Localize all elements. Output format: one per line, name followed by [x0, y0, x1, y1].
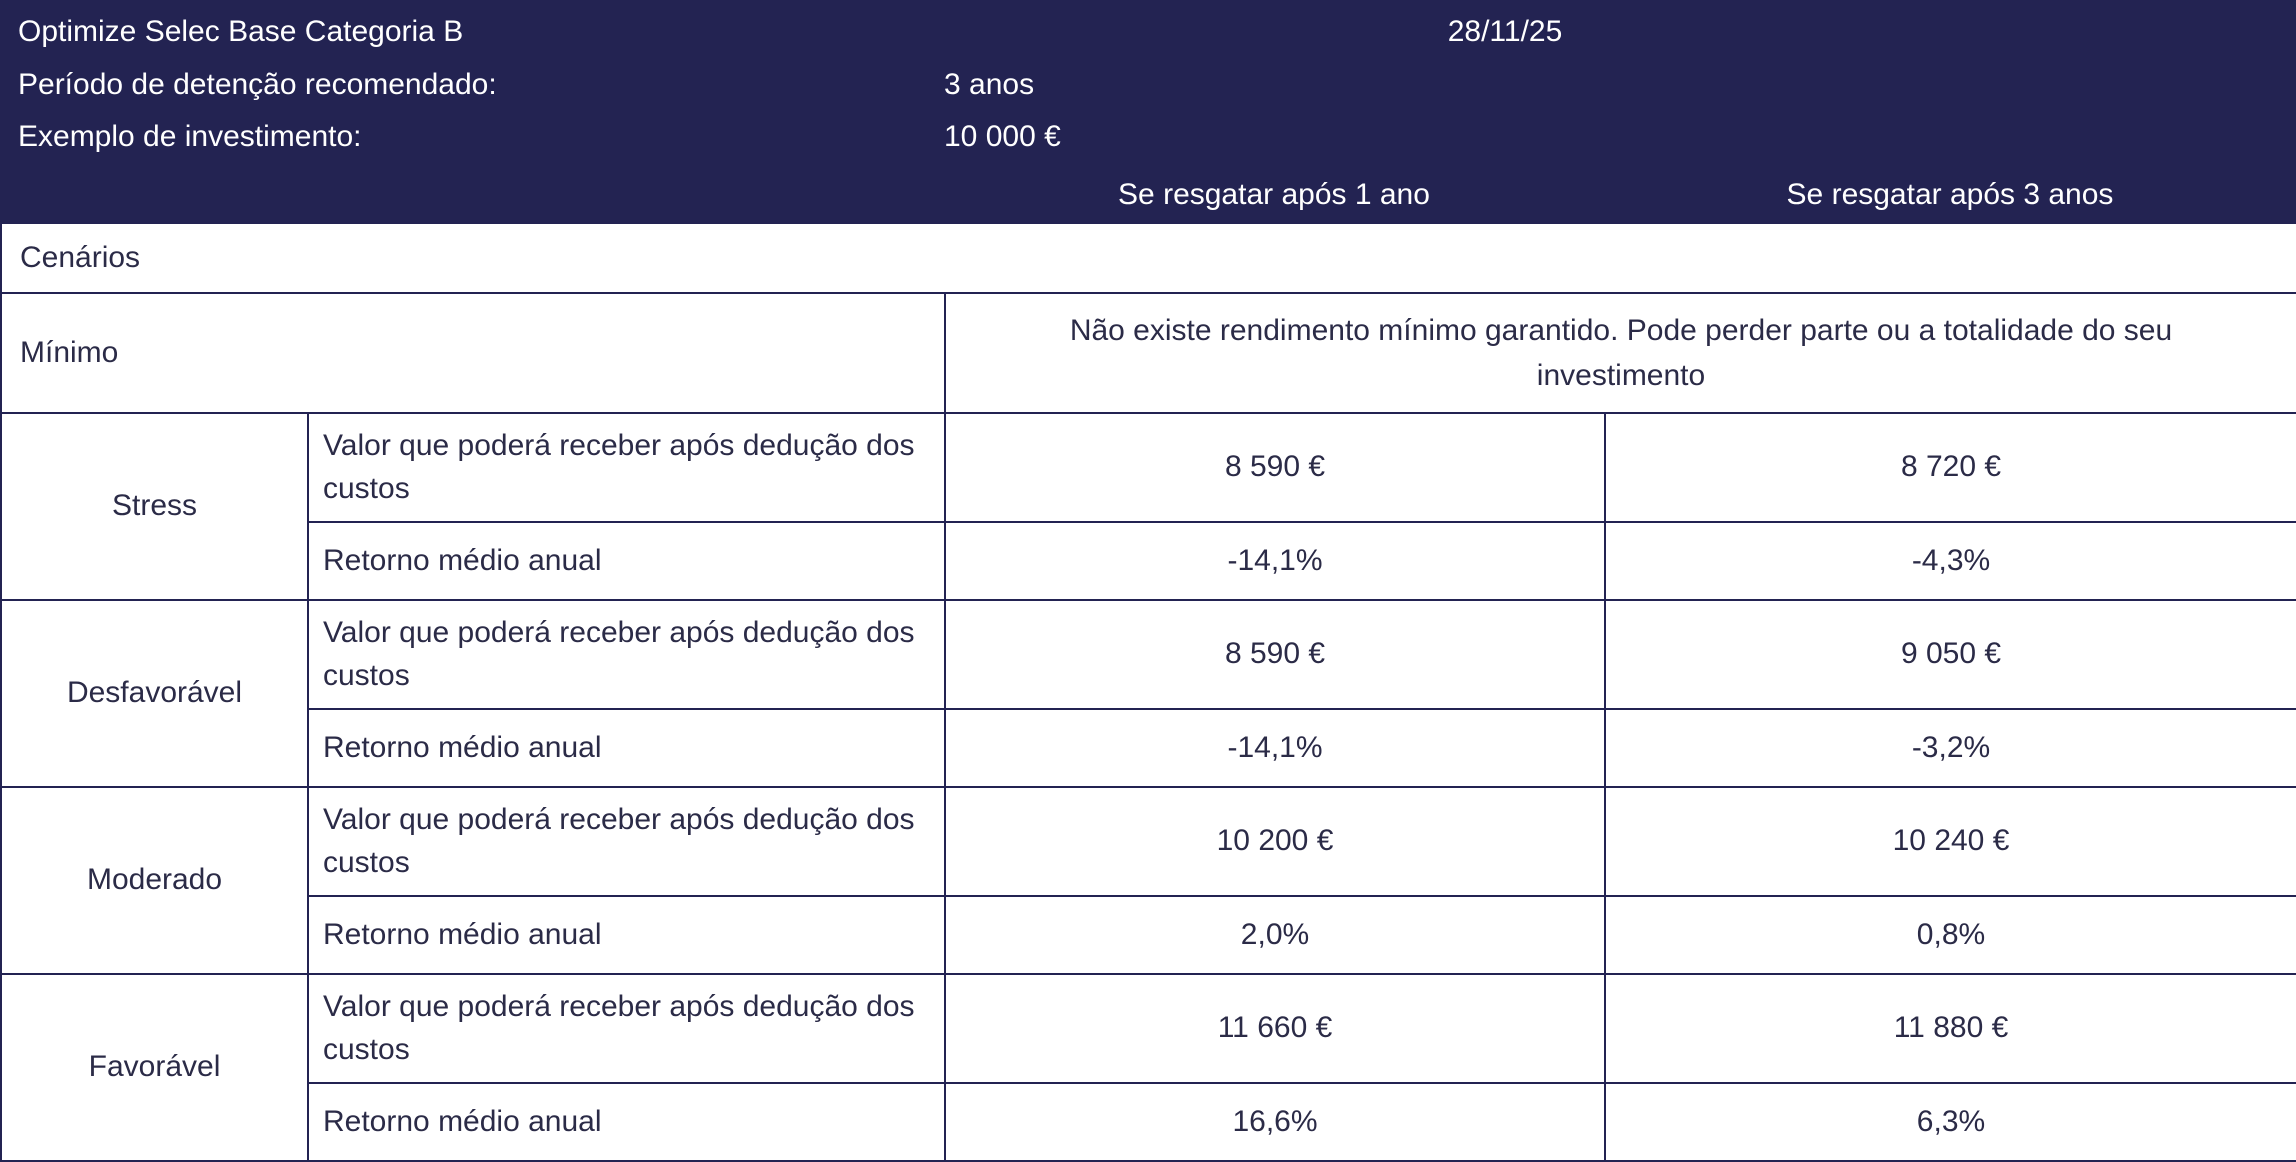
row-label-value-after-costs: Valor que poderá receber após dedução dos custos	[308, 413, 945, 522]
table-row	[1, 413, 2296, 522]
table-row	[1, 600, 2296, 709]
moderado-value-year3: 10 240 €	[1605, 787, 2296, 896]
investment-example-value: 10 000 €	[944, 120, 1061, 153]
table-row	[1, 896, 2296, 974]
table-row	[1, 787, 2296, 896]
column-header-year1: Se resgatar após 1 ano	[1118, 177, 1430, 211]
minimum-text: Não existe rendimento mínimo garantido. Pode perder parte ou a totalidade do seu investimento	[945, 293, 2296, 413]
desfavoravel-return-year3: -3,2%	[1605, 709, 2296, 787]
table-row-minimo	[1, 293, 2296, 413]
desfavoravel-return-year1: -14,1%	[945, 709, 1605, 787]
holding-period-value: 3 anos	[944, 67, 1035, 101]
table-row-cenarios	[1, 223, 2296, 293]
scenario-name-moderado: Moderado	[1, 787, 308, 974]
desfavoravel-value-year3: 9 050 €	[1605, 600, 2296, 709]
moderado-return-year3: 0,8%	[1605, 896, 2296, 974]
row-label-average-annual-return: Retorno médio anual	[308, 709, 945, 787]
holding-period-row	[0, 59, 2296, 112]
row-label-value-after-costs: Valor que poderá receber após dedução dos custos	[308, 974, 945, 1083]
stress-return-year1: -14,1%	[945, 522, 1605, 600]
row-label-value-after-costs: Valor que poderá receber após dedução dos custos	[308, 787, 945, 896]
minimum-label: Mínimo	[1, 293, 945, 413]
header-column-titles	[0, 164, 2296, 212]
scenario-name-favoravel: Favorável	[1, 974, 308, 1161]
scenario-name-stress: Stress	[1, 413, 308, 600]
row-label-average-annual-return: Retorno médio anual	[308, 522, 945, 600]
header-title-row	[0, 6, 2296, 59]
stress-value-year1: 8 590 €	[945, 413, 1605, 522]
table-row	[1, 974, 2296, 1083]
scenarios-table	[0, 222, 2296, 1162]
favoravel-return-year1: 16,6%	[945, 1083, 1605, 1161]
table-row	[1, 522, 2296, 600]
scenario-name-desfavoravel: Desfavorável	[1, 600, 308, 787]
table-row	[1, 709, 2296, 787]
column-header-year3: Se resgatar após 3 anos	[1786, 177, 2114, 211]
product-title: Optimize Selec Base Categoria B	[18, 15, 464, 48]
holding-period-label: Período de detenção recomendado:	[18, 67, 497, 101]
table-row	[1, 1083, 2296, 1161]
stress-value-year3: 8 720 €	[1605, 413, 2296, 522]
stress-return-year3: -4,3%	[1605, 522, 2296, 600]
document-header	[0, 0, 2296, 222]
moderado-value-year1: 10 200 €	[945, 787, 1605, 896]
favoravel-value-year1: 11 660 €	[945, 974, 1605, 1083]
row-label-average-annual-return: Retorno médio anual	[308, 896, 945, 974]
favoravel-value-year3: 11 880 €	[1605, 974, 2296, 1083]
header-column-spacer	[0, 178, 944, 212]
scenarios-heading: Cenários	[1, 223, 2296, 293]
row-label-value-after-costs: Valor que poderá receber após dedução dos custos	[308, 600, 945, 709]
desfavoravel-value-year1: 8 590 €	[945, 600, 1605, 709]
document-date: 28/11/25	[1447, 15, 1563, 48]
investment-example-label: Exemplo de investimento:	[18, 120, 362, 153]
investment-example-row	[0, 111, 2296, 164]
favoravel-return-year3: 6,3%	[1605, 1083, 2296, 1161]
moderado-return-year1: 2,0%	[945, 896, 1605, 974]
row-label-average-annual-return: Retorno médio anual	[308, 1083, 945, 1161]
